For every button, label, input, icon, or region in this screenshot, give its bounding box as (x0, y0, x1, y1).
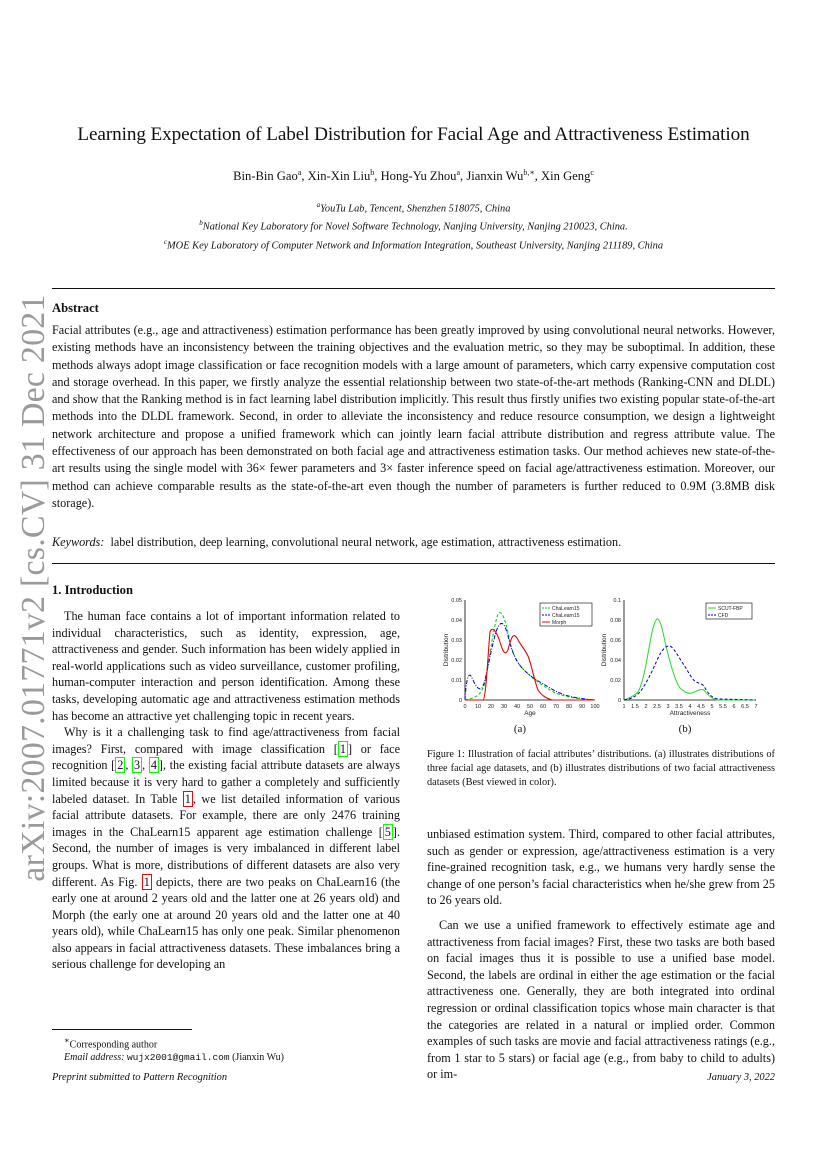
footnote-rule (52, 1029, 192, 1030)
svg-text:Age: Age (524, 710, 536, 717)
citation-link[interactable]: 1 (339, 741, 346, 756)
left-column (52, 608, 400, 973)
svg-text:0.04: 0.04 (610, 658, 621, 664)
figure-1 (440, 592, 780, 742)
corresponding-author-note: ∗Corresponding author (64, 1036, 158, 1051)
citation-link[interactable]: 3 (134, 758, 141, 773)
affiliation: $^b$National Key Laboratory for Novel Software Technology, Nanjing University, Nanjing 210023, China. (199, 219, 628, 233)
svg-text:40: 40 (513, 704, 521, 710)
svg-text:ChaLearn15: ChaLearn15 (552, 606, 580, 612)
intro-paragraph-1: The human face contains a lot of important information related to individual characteristics, such as identity, expression, age, attractiveness and gender. Such information has been widely applied in real-world applications such as video surveillance, customer profiling, human-computer interaction and person identification. Among these tasks, developing automatic age and attractiveness estimation methods has become an attractive yet challenging topic in recent years. (52, 609, 400, 723)
keywords (52, 535, 775, 550)
svg-text:3.5: 3.5 (675, 704, 683, 710)
svg-text:4: 4 (688, 704, 692, 710)
svg-text:2: 2 (644, 704, 648, 710)
arxiv-stamp-text: arXiv:2007.01771v2 [cs.CV] 31 Dec 2021 (15, 293, 52, 882)
svg-text:0.02: 0.02 (610, 678, 621, 684)
author: Xin Geng$^c$ (541, 168, 594, 184)
paper-title: Learning Expectation of Label Distribution for Facial Age and Attractiveness Estimation (77, 124, 750, 145)
citation-link[interactable]: 5 (384, 824, 391, 839)
svg-text:30: 30 (500, 704, 508, 710)
svg-text:0.03: 0.03 (451, 638, 462, 644)
figure-1-caption: Figure 1: Illustration of facial attributes’ distributions. (a) illustrates distributions of three facial age datasets, and (b) illustrates distributions of two facial attractiveness datasets (Best viewed in color). (427, 749, 775, 788)
svg-text:80: 80 (565, 704, 573, 710)
svg-text:70: 70 (552, 704, 560, 710)
svg-text:60: 60 (539, 704, 547, 710)
svg-text:2.5: 2.5 (653, 704, 661, 710)
section-heading-introduction: 1. Introduction (52, 583, 133, 597)
svg-text:0.08: 0.08 (610, 618, 621, 624)
svg-text:20: 20 (487, 704, 495, 710)
svg-text:0.04: 0.04 (451, 618, 462, 624)
svg-text:100: 100 (590, 704, 600, 710)
svg-text:3: 3 (666, 704, 670, 710)
author: Hong-Yu Zhou$^a$ (380, 168, 461, 184)
svg-text:1: 1 (622, 704, 626, 710)
svg-text:SCUT-FBP: SCUT-FBP (718, 606, 743, 612)
affiliation: $^c$MOE Key Laboratory of Computer Network and Information Integration, Southeast University, Nanjing 211189, China (163, 237, 664, 252)
svg-text:0.02: 0.02 (451, 658, 462, 664)
svg-text:(b): (b) (678, 723, 692, 735)
svg-text:5: 5 (710, 704, 714, 710)
author-list: Bin-Bin Gao$^a$, Xin-Xin Liu$^b$, Hong-Yu Zhou$^a$, Jianxin $Wu^{b,∗}$, Xin Geng$^c$ (233, 168, 594, 184)
svg-text:0.1: 0.1 (613, 598, 621, 604)
svg-text:6: 6 (732, 704, 736, 710)
svg-text:ChaLearn15: ChaLearn15 (552, 613, 580, 619)
svg-text:(a): (a) (513, 723, 527, 735)
abstract-top-rule (52, 288, 775, 289)
svg-text:7: 7 (754, 704, 758, 710)
email-note: Email address: wujx2001@gmail.com (Jianxin Wu) (64, 1052, 284, 1064)
affiliation: $^a$YouTu Lab, Tencent, Shenzhen 518075, China (316, 201, 511, 215)
intro-paragraph-3: unbiased estimation system. Third, compared to other facial attributes, such as gender or expression, age/attractiveness estimation is a very fine-grained recognition task, e.g., we humans very hardly sense the change of one person’s facial characteristics when he/she grew from 25 to 26 years old. (427, 827, 775, 908)
arxiv-stamp (12, 293, 56, 882)
citation-link[interactable]: 2 (117, 758, 124, 773)
svg-text:Morph: Morph (552, 620, 567, 626)
footnote (64, 1034, 284, 1064)
abstract-heading: Abstract (52, 301, 99, 315)
svg-text:50: 50 (526, 704, 534, 710)
author: Bin-Bin Gao$^a$ (233, 168, 302, 184)
intro-paragraph-2: Why is it a challenging task to find age/attractiveness from facial images? First, compared with image classification [ 1 ] or face recognition [ 2 , 3 , 4 ], the existing facial attribute datasets are always limited because it is very hard to gather a completely and sufficiently labeled dataset. In Table 1 , we list detailed information of various facial attribute datasets. For example, there are only 2476 training images in the ChaLearn15 apparent age estimation challenge [ 5 ]. Second, the number of images is very imbalanced in different label groups. What is more, distributions of different datasets are also very different. As Fig. 1 depicts, there are two peaks on ChaLearn16 (the early one at around 2 years old and the latter one at 26 years old) and Morph (the early one at around 20 years old and the latter one at 40 years old), while ChaLearn15 has only one peak. Similar phenomenon also appears in facial attractiveness datasets. These imbalances bring a serious challenge for developing an (52, 725, 400, 972)
svg-text:Attractiveness: Attractiveness (669, 710, 711, 717)
svg-text:0.01: 0.01 (451, 678, 462, 684)
table-ref-link[interactable]: 1 (184, 791, 191, 806)
svg-text:CFD: CFD (718, 613, 729, 619)
author: Xin-Xin Liu$^b$ (307, 168, 375, 184)
keywords-text: label distribution, deep learning, convolutional neural network, age estimation, attractiveness estimation. (110, 535, 622, 549)
svg-text:90: 90 (578, 704, 586, 710)
intro-paragraph-4: Can we use a unified framework to effectively estimate age and attractiveness from facial images? First, these two tasks are both based on facial images thus it is possible to use a unified base model. Second, the labels are ordinal in either the age estimation or the facial attractiveness one. Generally, they are both integrated into ordinal regression or ordinal classification topics whose main character is that the categories are related in a natural or implied order. Common examples of such tasks are movie and facial attractiveness ratings (e.g., from 1 star to 5 stars) or facial age (e.g., from baby to child to adults) or im- (427, 917, 775, 1082)
figure-ref-link[interactable]: 1 (143, 874, 150, 889)
chart-a (443, 598, 600, 735)
abstract-text: Facial attributes (e.g., age and attractiveness) estimation performance has been greatly improved by using convolutional neural networks. However, existing methods have an inconsistency between the training objectives and the evaluation metric, so they may be suboptimal. In addition, these methods always adopt image classification or face recognition models with a large amount of parameters, which carry expensive computation cost and storage overhead. In this paper, we firstly analyze the essential relationship between two state-of-the-art methods (Ranking-CNN and DLDL) and show that the Ranking method is in fact learning label distribution implicitly. This result thus firstly unifies two existing popular state-of-the-art methods into the DLDL framework. Second, in order to alleviate the inconsistency and reduce resource consumption, we design a lightweight network architecture and propose a unified framework which can jointly learn facial attribute distribution and regress attribute value. The effectiveness of our approach has been demonstrated on both facial age and attractiveness estimation tasks. Our method achieves new state-of-the-art results using the single model with 36× fewer parameters and 3× faster inference speed on facial age/attractiveness estimation. Moreover, our method can achieve comparable results as the state-of-the-art even though the number of parameters is further reduced to 0.9M (3.8MB disk storage). (52, 323, 775, 510)
keywords-label: Keywords: (52, 535, 105, 549)
svg-text:Distribution: Distribution (443, 633, 450, 667)
svg-text:1.5: 1.5 (631, 704, 639, 710)
right-column (427, 826, 775, 1083)
svg-text:0.06: 0.06 (610, 638, 621, 644)
svg-text:5.5: 5.5 (719, 704, 727, 710)
figure-1-charts (440, 592, 780, 742)
chart-b (601, 598, 758, 735)
author: Jianxin $Wu^{b,∗}$ (466, 168, 535, 184)
footer-journal: Preprint submitted to Pattern Recognition (52, 1072, 228, 1083)
svg-text:10: 10 (474, 704, 482, 710)
svg-text:4.5: 4.5 (697, 704, 705, 710)
svg-text:Distribution: Distribution (601, 633, 608, 667)
svg-text:0: 0 (617, 698, 621, 704)
svg-text:0: 0 (463, 704, 467, 710)
citation-link[interactable]: 4 (150, 758, 157, 773)
abstract-bottom-rule (52, 563, 775, 564)
footer-date: January 3, 2022 (707, 1072, 775, 1083)
email-link[interactable]: wujx2001@gmail.com (126, 1052, 230, 1064)
svg-text:0.05: 0.05 (451, 598, 462, 604)
svg-text:0: 0 (458, 698, 462, 704)
svg-text:6.5: 6.5 (741, 704, 749, 710)
affiliations (0, 198, 827, 253)
